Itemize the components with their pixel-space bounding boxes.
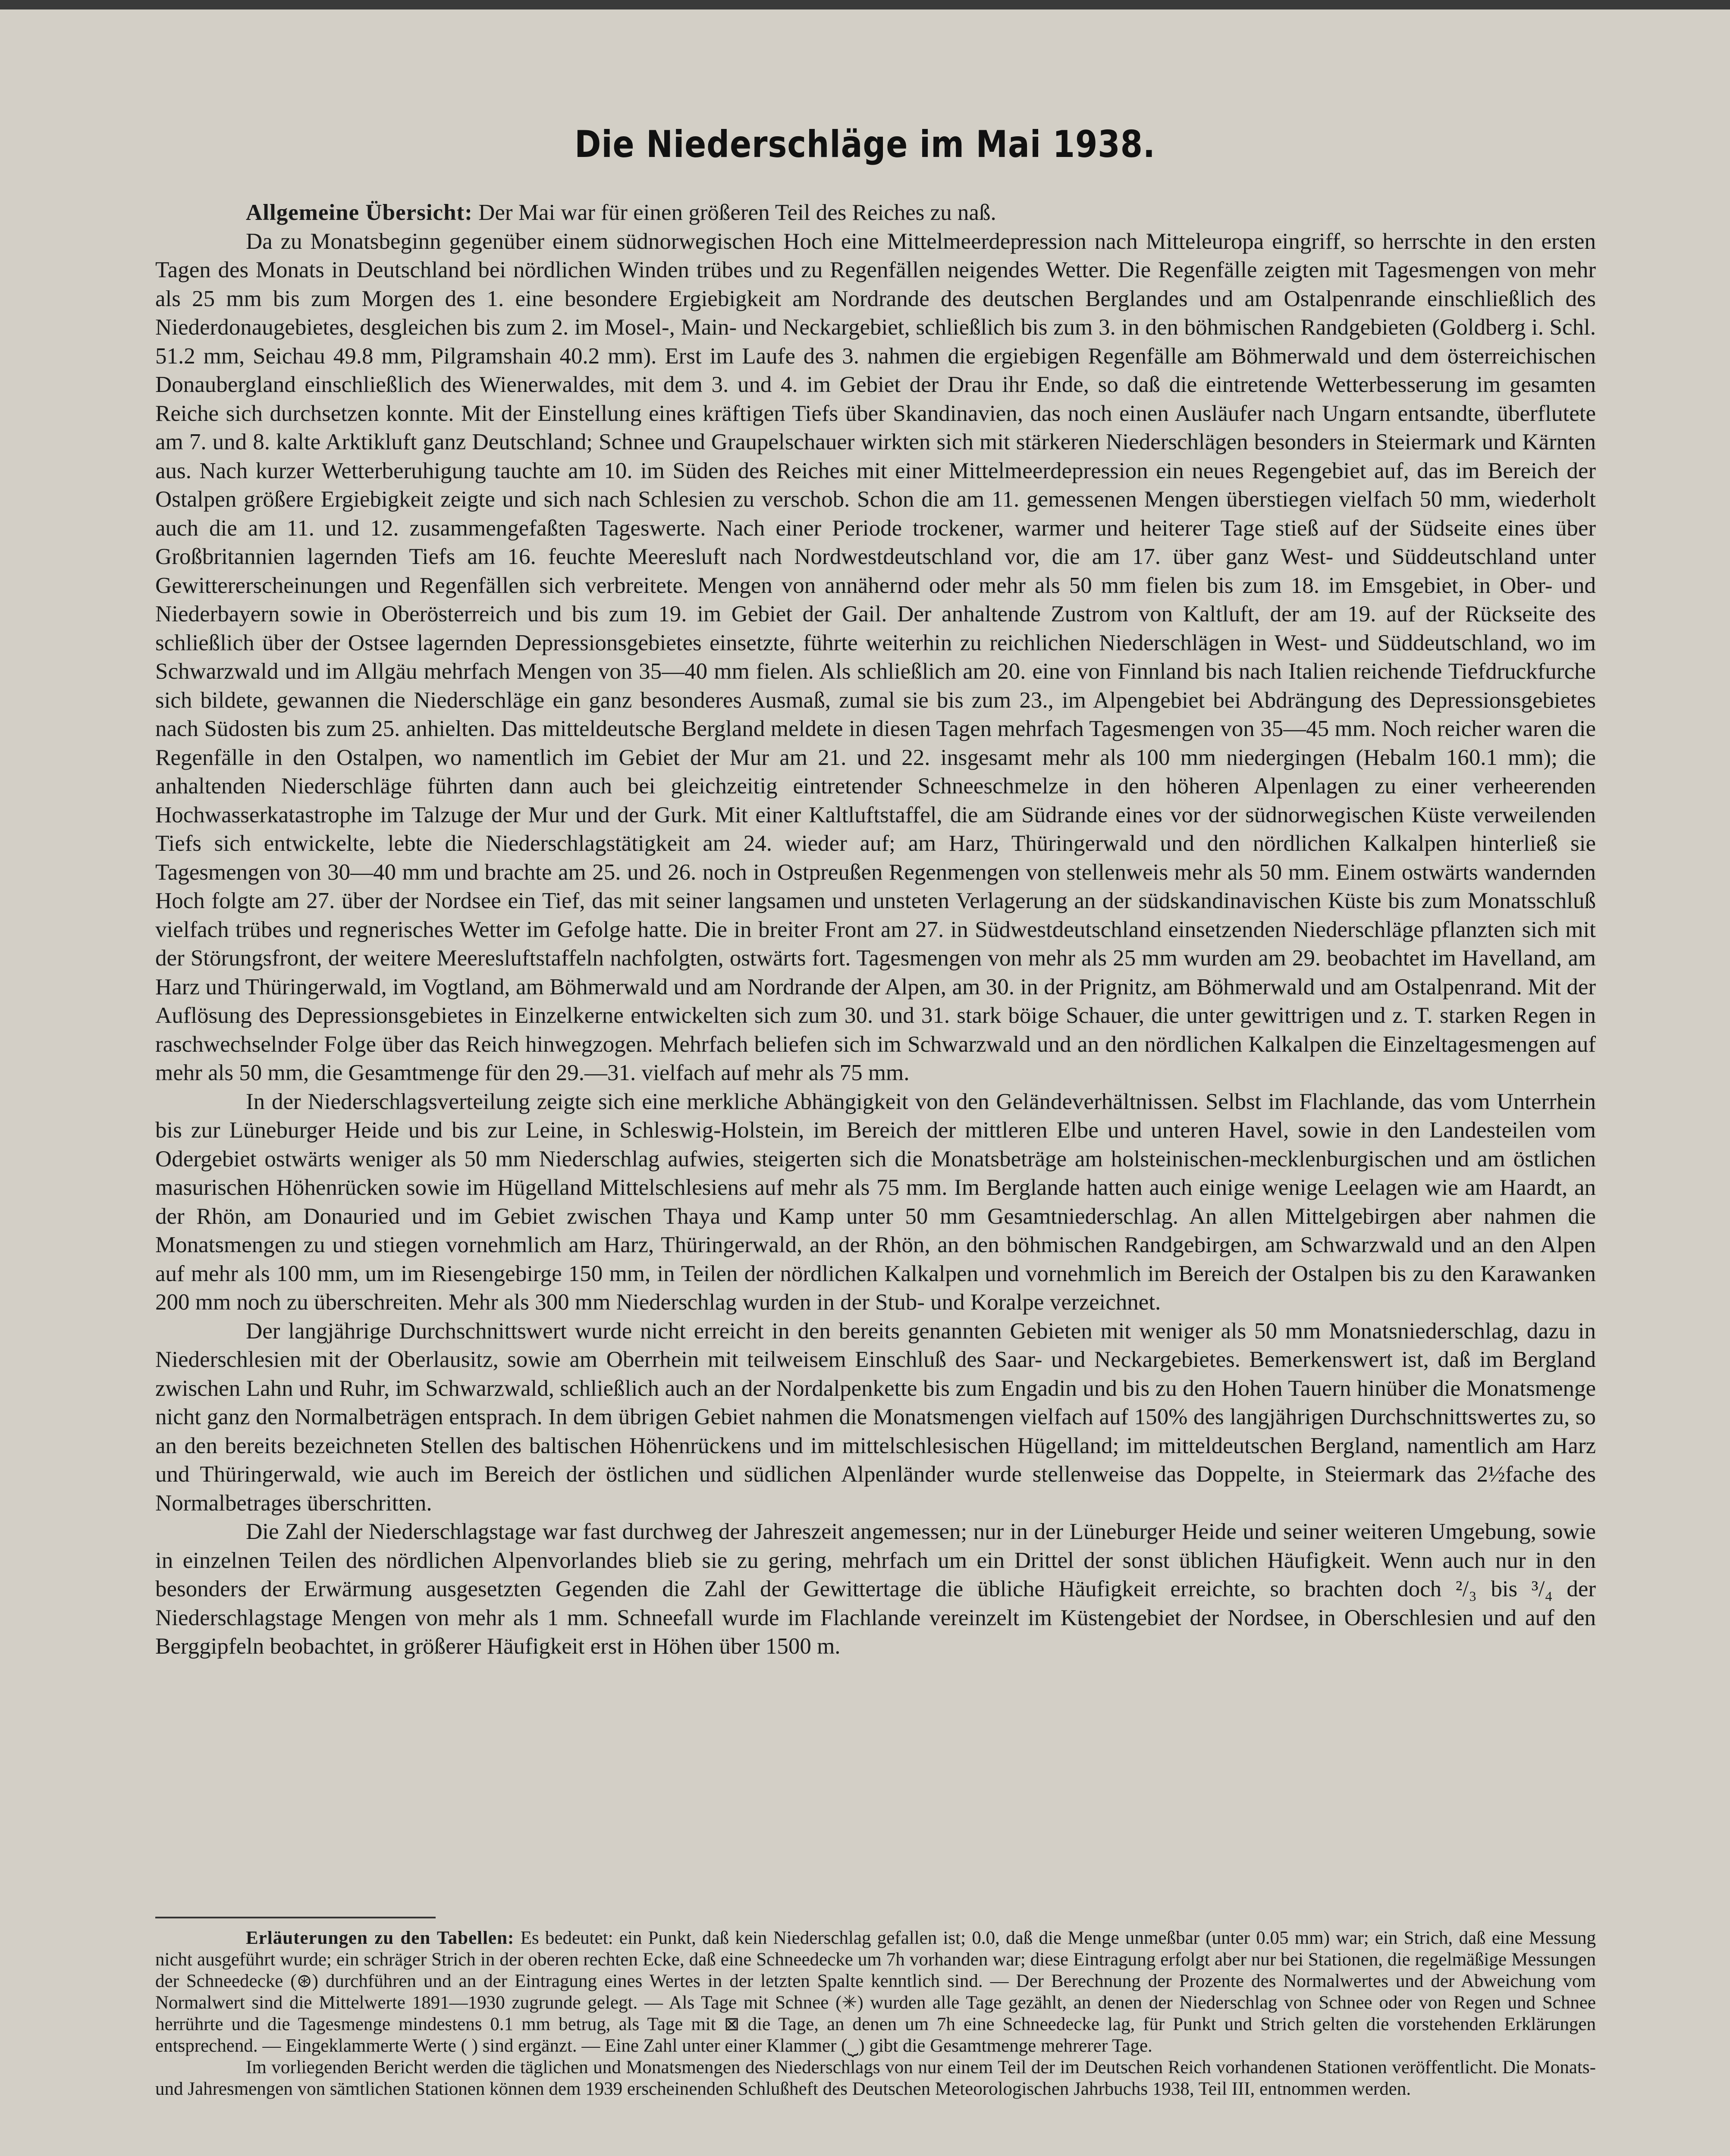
notes-explanations-text: Es bedeutet: ein Punkt, daß kein Niederschlag gefallen ist; 0.0, daß die Menge unmeßbar (unter 0.05 mm) war; ein Strich, daß eine Messung nicht ausgeführt wurde; ein schräger Strich in der oberen rechten Ecke, daß eine Schneedecke um 7h vorhanden war; diese Eintragung erfolgt aber nur bei Stationen, die regelmäßige Messungen der Schneedecke (⊛) durchführen und an der Eintragung eines Wertes in der letzten Spalte kenntlich sind. — Der Berechnung der Prozente des Normalwertes und der Abweichung vom Normalwert sind die Mittelwerte 1891—1930 zugrunde gelegt. — Als Tage mit Schnee (✳) wurden alle Tage gezählt, an denen der Niederschlag von Schnee oder von Regen und Schnee herrührte und die Tagesmenge mindestens 0.1 mm betrug, als Tage mit ⊠ die Tage, an denen um 7h eine Schneedecke lag, für Punkt und Strich gelten die vorstehenden Erklärungen entsprechend. — Eingeklammerte Werte ( ) sind ergänzt. — Eine Zahl unter einer Klammer (⏟) gibt die Gesamtmenge mehrerer Tage. [155, 1928, 1596, 2056]
overview-text: Der Mai war für einen größeren Teil des Reiches zu naß. [472, 200, 996, 225]
page-title: Die Niederschläge im Mai 1938. [575, 123, 1155, 166]
paragraph-weather-course: Da zu Monatsbeginn gegenüber einem südnorwegischen Hoch eine Mittelmeerdepression nach Mitteleuropa eingriff, so herrschte in den ersten Tagen des Monats in Deutschland bei nördlichen Winden trübes und zu Regenfällen neigendes Wetter. Die Regenfälle zeigten mit Tagesmengen von mehr als 25 mm bis zum Morgen des 1. eine besondere Ergiebigkeit am Nordrande des deutschen Berglandes und am Ostalpenrande einschließlich des Niederdonaugebietes, desgleichen bis zum 2. im Mosel-, Main- und Neckargebiet, schließlich bis zum 3. in den böhmischen Randgebieten (Goldberg i. Schl. 51.2 mm, Seichau 49.8 mm, Pilgramshain 40.2 mm). Erst im Laufe des 3. nahmen die ergiebigen Regenfälle am Böhmerwald und dem österreichischen Donaubergland einschließlich des Wienerwaldes, mit dem 3. und 4. im Gebiet der Drau ihr Ende, so daß die eintretende Wetterbesserung im gesamten Reiche sich durchsetzen konnte. Mit der Einstellung eines kräftigen Tiefs über Skandinavien, das noch einen Ausläufer nach Ungarn entsandte, überflutete am 7. und 8. kalte Arktikluft ganz Deutschland; Schnee und Graupelschauer wirkten sich mit stärkeren Niederschlägen besonders in Steiermark und Kärnten aus. Nach kurzer Wetterberuhigung tauchte am 10. im Süden des Reiches mit einer Mittelmeerdepression ein neues Regengebiet auf, das im Bereich der Ostalpen größere Ergiebigkeit zeigte und sich nach Schlesien zu verschob. Schon die am 11. gemessenen Mengen überstiegen vielfach 50 mm, wiederholt auch die am 11. und 12. zusammengefaßten Tageswerte. Nach einer Periode trockener, warmer und heiterer Tage stieß auf der Südseite eines über Großbritannien lagernden Tiefs am 16. feuchte Meeresluft nach Nordwestdeutschland vor, die am 17. über ganz West- und Süddeutschland unter Gewittererscheinungen und Regenfällen sich verbreitete. Mengen von annähernd oder mehr als 50 mm fielen bis zum 18. im Emsgebiet, in Ober- und Niederbayern sowie in Oberösterreich und bis zum 19. im Gebiet der Gail. Der anhaltende Zustrom von Kaltluft, der am 19. auf der Rückseite des schließlich über der Ostsee lagernden Depressionsgebietes einsetzte, führte weiterhin zu reichlichen Niederschlägen in West- und Süddeutschland, wo im Schwarzwald und im Allgäu mehrfach Mengen von 35—40 mm fielen. Als schließlich am 20. eine von Finnland bis nach Italien reichende Tiefdruckfurche sich bildete, gewannen die Niederschläge ein ganz besonderes Ausmaß, zumal sie bis zum 23., im Alpengebiet bei Abdrängung des Depressionsgebietes nach Südosten bis zum 25. anhielten. Das mitteldeutsche Bergland meldete in diesen Tagen mehrfach Tagesmengen von 35—45 mm. Noch reicher waren die Regenfälle in den Ostalpen, wo namentlich im Gebiet der Mur am 21. und 22. insgesamt mehr als 100 mm niedergingen (Hebalm 160.1 mm); die anhaltenden Niederschläge führten dann auch bei gleichzeitig eintretender Schneeschmelze in den höheren Alpenlagen zu einer verheerenden Hochwasserkatastrophe im Talzuge der Mur und der Gurk. Mit einer Kaltluftstaffel, die am Südrande eines vor der südnorwegischen Küste verweilenden Tiefs sich entwickelte, lebte die Niederschlagstätigkeit am 24. wieder auf; am Harz, Thüringerwald und den nördlichen Kalkalpen hinterließ sie Tagesmengen von 30—40 mm und brachte am 25. und 26. noch in Ostpreußen Regenmengen von stellenweis mehr als 50 mm. Einem ostwärts wandernden Hoch folgte am 27. über der Nordsee ein Tief, das mit seiner langsamen und unsteten Verlagerung an der südskandinavischen Küste bis zum Monatsschluß vielfach trübes und regnerisches Wetter im Gefolge hatte. Die in breiter Front am 27. in Südwestdeutschland einsetzenden Niederschläge pflanzten sich mit der Störungsfront, der weitere Meeresluftstaffeln nachfolgten, ostwärts fort. Tagesmengen von mehr als 25 mm wurden am 29. beobachtet im Havelland, am Harz und Thüringerwald, im Vogtland, am Böhmerwald und am Nordrande der Alpen, am 30. in der Prignitz, am Böhmerwald und am Ostalpenrand. Mit der Auflösung des Depressionsgebietes in Einzelkerne entwickelten sich zum 30. und 31. stark böige Schauer, die unter gewittrigen und z. T. starken Regen in raschwechselnder Folge über das Reich hinwegzogen. Mehrfach beliefen sich im Schwarzwald und an den nördlichen Kalkalpen die Einzeltagesmengen auf mehr als 50 mm, die Gesamtmenge für den 29.—31. vielfach auf mehr als 75 mm. [155, 229, 1596, 1085]
notes-report-scope: Im vorliegenden Bericht werden die täglichen und Monatsmengen des Niederschlags von nur einem Teil der im Deutschen Reich vorhandenen Stationen veröffentlicht. Die Monats- und Jahresmengen von sämtlichen Stationen können dem 1939 erscheinenden Schlußheft des Deutschen Meteorologischen Jahrbuchs 1938, Teil III, entnommen werden. [155, 2057, 1596, 2099]
footnote-divider [155, 1917, 436, 1918]
article-body [155, 198, 1596, 1661]
paragraph-precipitation-days: Die Zahl der Niederschlagstage war fast durchweg der Jahreszeit angemessen; nur in der Lüneburger Heide und seiner weiteren Umgebung, sowie in einzelnen Teilen des nördlichen Alpenvorlandes blieb sie zu gering, mehrfach um ein Drittel der sonst üblichen Häufigkeit. Wenn auch nur in den besonders der Erwärmung ausgesetzten Gegenden die Zahl der Gewittertage die übliche Häufigkeit erreichte, so brachten doch ²/₃ bis ³/₄ der Niederschlagstage Mengen von mehr als 1 mm. Schneefall wurde im Flachlande vereinzelt im Küstengebiet der Nordsee, in Oberschlesien und auf den Berggipfeln beobachtet, in größerer Häufigkeit erst in Höhen über 1500 m. [155, 1519, 1596, 1659]
notes-lead: Erläuterungen zu den Tabellen: [246, 1928, 515, 1948]
paragraph-normal-values: Der langjährige Durchschnittswert wurde nicht erreicht in den bereits genannten Gebieten mit weniger als 50 mm Monatsniederschlag, dazu in Niederschlesien mit der Oberlausitz, sowie am Oberrhein mit teilweisem Einschluß des Saar- und Neckargebietes. Bemerkenswert ist, daß im Bergland zwischen Lahn und Ruhr, im Schwarzwald, schließlich auch an der Nordalpenkette bis zum Engadin und bis zu den Hohen Tauern hinüber die Monatsmenge nicht ganz den Normalbeträgen entsprach. In dem übrigen Gebiet nahmen die Monatsmengen vielfach auf 150% des langjährigen Durchschnittswertes zu, so an den bereits bezeichneten Stellen des baltischen Höhenrückens und im mittelschlesischen Hügelland; im mitteldeutschen Bergland, namentlich am Harz und Thüringerwald, wie auch im Bereich der östlichen und südlichen Alpenländer wurde stellenweise das Doppelte, in Steiermark das 2½fache des Normalbetrages überschritten. [155, 1318, 1596, 1516]
scan-top-edge [0, 0, 1730, 9]
notes-explanations [155, 1927, 1596, 2057]
table-notes [155, 1927, 1596, 2100]
paragraph-overview [155, 198, 1596, 227]
overview-lead: Allgemeine Übersicht: [246, 200, 473, 225]
paragraph-distribution: In der Niederschlagsverteilung zeigte sich eine merkliche Abhängigkeit von den Geländeverhältnissen. Selbst im Flachlande, das vom Unterrhein bis zur Lüneburger Heide und bis zur Leine, in Schleswig-Holstein, im Bereich der mittleren Elbe und unteren Havel, sowie in den Landesteilen vom Odergebiet ostwärts weniger als 50 mm Niederschlag aufwies, steigerten sich die Monatsbeträge am holsteinischen-mecklenburgischen und am östlichen masurischen Höhenrücken sowie im Hügelland Mittelschlesiens auf mehr als 75 mm. Im Berglande hatten auch einige wenige Leelagen wie am Haardt, an der Rhön, am Donauried und im Gebiet zwischen Thaya und Kamp unter 50 mm Gesamtniederschlag. An allen Mittelgebirgen aber nahmen die Monatsmengen zu und stiegen vornehmlich am Harz, Thüringerwald, an der Rhön, an den böhmischen Randgebirgen, am Schwarzwald und an den Alpen auf mehr als 100 mm, um im Riesengebirge 150 mm, in Teilen der nördlichen Kalkalpen und vornehmlich im Bereich der Ostalpen bis zu den Karawanken 200 mm noch zu überschreiten. Mehr als 300 mm Niederschlag wurden in der Stub- und Koralpe verzeichnet. [155, 1089, 1596, 1315]
